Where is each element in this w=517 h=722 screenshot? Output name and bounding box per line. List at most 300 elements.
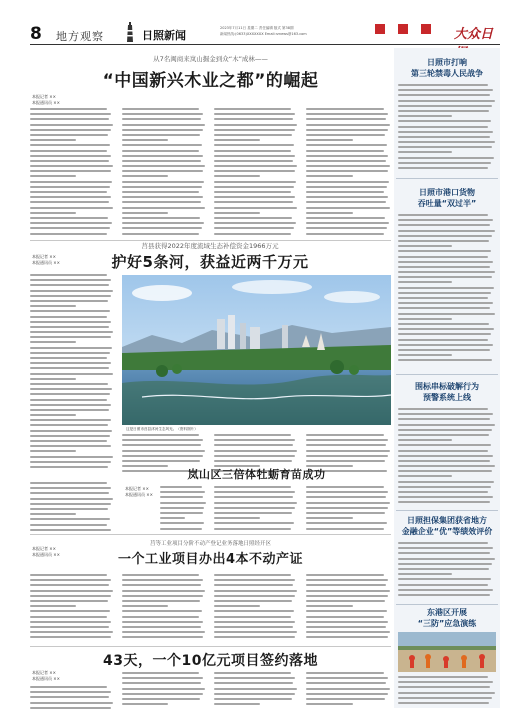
body-text-line [306,693,388,695]
body-text-line [398,424,495,426]
body-text-line [398,276,492,278]
body-text-line [160,528,202,530]
news-sidebar [394,48,500,710]
body-text-line [30,445,111,447]
body-text-line [306,491,388,493]
body-text-line [306,636,388,638]
body-text-line [30,352,110,354]
sidebar-divider [396,510,498,511]
body-text-line [30,290,113,292]
body-text-line [398,271,495,273]
body-text-line [398,141,495,143]
body-text-line [160,496,203,498]
body-text-line [122,170,203,172]
body-text-line [30,300,108,302]
body-text-line [398,240,489,242]
date-line: 2023年7月11日 星期二 责任编辑 版式 第38期 [220,26,294,30]
body-text-line [398,328,494,330]
body-text-line [122,175,168,177]
body-text-line [306,507,388,509]
article-body-column [30,574,114,644]
body-text-line [398,547,493,549]
body-text-line [398,333,491,335]
body-text-line [214,139,260,141]
body-text-line [398,465,495,467]
body-text-line [398,434,489,436]
body-text-line [398,105,492,107]
body-text-line [398,584,488,586]
body-text-line [30,529,111,531]
article-body-column [214,574,298,644]
body-text-line [306,584,386,586]
body-text-line [306,113,388,115]
body-text-line [122,677,203,679]
body-text-line [214,217,292,219]
body-text-line [214,160,293,162]
sidebar-body [398,676,496,706]
sidebar-divider [396,178,498,179]
body-text-line [30,492,109,494]
body-text-line [122,113,203,115]
body-text-line [214,688,297,690]
body-text-line [398,89,493,91]
body-text-line [398,339,488,341]
body-text-line [306,144,387,146]
article-body-column [306,672,391,710]
page-number: 8 [30,24,42,44]
body-text-line [214,170,295,172]
body-text-line [30,691,111,693]
body-text-line [398,589,493,591]
body-text-line [214,201,293,203]
body-text-line [122,186,202,188]
body-text-line [30,378,76,380]
qr-logo-icon [398,24,408,34]
body-text-line [214,574,291,576]
body-text-line [122,165,205,167]
body-text-line [214,605,260,607]
body-text-line [306,155,388,157]
body-text-line [306,186,387,188]
body-text-line [398,481,494,483]
body-text-line [122,605,168,607]
body-text-line [306,703,353,705]
body-text-line [30,336,111,338]
contact-line: 新闻热线:(0633)XXXXXXX Email:rznews@163.com [220,32,307,36]
article-body-column [122,574,206,644]
body-text-line [122,600,200,602]
qr-logo-icon [375,24,385,34]
section-divider [30,534,391,535]
body-text-line [214,698,292,700]
body-text-line [398,146,492,148]
body-text-line [122,434,199,436]
body-text-line [306,512,385,514]
body-text-line [30,181,112,183]
body-text-line [122,579,203,581]
body-text-line [398,450,488,452]
body-text-line [214,616,291,618]
body-text-line [398,245,452,247]
body-text-line [30,686,107,688]
body-text-line [122,682,201,684]
body-text-line [306,134,385,136]
body-text-line [122,160,201,162]
body-text-line [30,150,107,152]
lighthouse-icon [126,22,134,42]
sidebar-headline: 围标串标破解行为 预警系统上线 [415,382,479,402]
body-text-line [398,136,490,138]
body-text-line [214,155,295,157]
article-byline: 本报记者 ×× 本报通讯员 ×× [32,546,60,557]
body-text-line [30,373,113,375]
body-text-line [30,409,109,411]
sidebar-headline: 日照市打响 第三轮禁毒人民战争 [411,58,483,78]
body-text-line [214,450,297,452]
body-text-line [306,626,386,628]
body-text-line [398,344,493,346]
body-text-line [398,266,490,268]
body-text-line [398,162,491,164]
body-text-line [306,496,386,498]
section-divider [30,646,391,647]
body-text-line [122,631,205,633]
body-text-line [122,222,204,224]
body-text-line [306,170,388,172]
body-text-line [30,600,108,602]
body-text-line [30,186,110,188]
body-text-line [122,590,205,592]
body-text-line [214,175,260,177]
body-text-line [214,595,295,597]
body-text-line [306,698,385,700]
body-text-line [122,129,203,131]
body-text-line [306,181,389,183]
body-text-line [30,636,111,638]
body-text-line [398,418,490,420]
body-text-line [30,362,111,364]
body-text-line [122,584,201,586]
body-text-line [214,222,296,224]
body-text-line [214,693,295,695]
body-text-line [398,110,489,112]
body-text-line [30,518,110,520]
article-body-column [214,672,298,710]
body-text-line [30,217,108,219]
body-text-line [122,233,199,235]
body-text-line [30,450,76,452]
body-text-line [306,672,384,674]
body-text-line [398,167,488,169]
body-text-line [306,108,384,110]
body-text-line [306,595,388,597]
body-text-line [30,326,109,328]
body-text-line [306,590,390,592]
body-text-line [30,233,107,235]
body-text-line [398,486,491,488]
body-text-line [306,196,388,198]
body-text-line [30,383,108,385]
body-text-line [30,440,107,442]
sidebar-body [398,214,496,369]
body-text-line [398,475,452,477]
body-text-line [30,456,113,458]
body-text-line [122,672,199,674]
body-text-line [398,470,492,472]
article-kicker: 从7名闽商来岚山掘金到众“木”成林—— [153,55,268,63]
photo-caption: 这是日照市莒县沭河生态风光。（资料图片） [126,427,198,431]
article-body-column [214,108,298,238]
article-headline: 护好5条河，获益近两千万元 [111,253,309,271]
body-text-line [122,155,203,157]
body-text-line [398,287,494,289]
body-text-line [306,455,388,457]
body-text-line [214,672,291,674]
body-text-line [30,610,110,612]
masthead-divider [30,44,500,45]
body-text-line [30,279,111,281]
body-text-line [122,191,199,193]
body-text-line [30,579,111,581]
body-text-line [214,682,293,684]
body-text-line [30,584,109,586]
body-text-line [214,124,297,126]
body-text-line [398,429,492,431]
body-text-line [122,201,201,203]
body-text-line [122,703,168,705]
body-text-line [30,207,113,209]
drill-photo [398,632,496,672]
body-text-line [306,233,384,235]
body-text-line [214,496,293,498]
body-text-line [30,170,111,172]
body-text-line [398,501,490,503]
body-text-line [214,212,260,214]
body-text-line [30,357,107,359]
body-text-line [30,590,113,592]
body-text-line [398,235,492,237]
body-text-line [214,636,295,638]
body-text-line [30,227,110,229]
body-text-line [398,491,488,493]
body-text-line [30,196,111,198]
body-text-line [214,181,296,183]
body-text-line [214,444,293,446]
body-text-line [30,461,111,463]
body-text-line [398,578,491,580]
body-text-line [30,595,111,597]
body-text-line [398,120,491,122]
article-body-column [122,108,206,238]
body-text-line [30,129,111,131]
body-text-line [214,434,291,436]
body-text-line [398,408,488,410]
body-text-line [214,579,295,581]
body-text-line [214,486,291,488]
qr-logo-icon [421,24,431,34]
body-text-line [398,224,490,226]
body-text-line [122,610,202,612]
body-text-line [214,522,294,524]
article-body-column [30,274,114,474]
body-text-line [398,558,495,560]
body-text-line [30,295,111,297]
article-body-column [214,486,298,532]
body-text-line [30,414,76,416]
body-text-line [306,434,384,436]
sidebar-body [398,408,496,508]
body-text-line [214,165,297,167]
body-text-line [30,118,109,120]
body-text-line [160,522,204,524]
body-text-line [398,261,493,263]
body-text-line [398,230,495,232]
body-text-line [214,507,295,509]
body-text-line [398,318,452,320]
body-text-line [30,605,76,607]
body-text-line [306,677,388,679]
body-text-line [122,196,203,198]
body-text-line [122,616,199,618]
body-text-line [398,250,491,252]
body-text-line [306,460,385,462]
body-text-line [214,626,293,628]
body-text-line [30,191,107,193]
body-text-line [30,175,76,177]
body-text-line [214,631,297,633]
body-text-line [30,331,113,333]
body-text-line [398,439,452,441]
body-text-line [306,616,384,618]
article-byline: 本报记者 ×× 本报通讯员 ×× [32,94,60,105]
sidebar-divider [396,604,498,605]
body-text-line [30,466,108,468]
body-text-line [214,621,295,623]
body-text-line [122,139,168,141]
body-text-line [306,201,386,203]
article-headline: “中国新兴木业之都”的崛起 [102,71,319,91]
body-text-line [30,222,112,224]
body-text-line [30,430,112,432]
article-kicker: 莒县获得2022年度流域生态补偿资金1966万元 [141,242,279,250]
body-text-line [306,227,387,229]
body-text-line [214,584,293,586]
body-text-line [306,621,388,623]
body-text-line [398,573,452,575]
body-text-line [30,316,107,318]
body-text-line [30,399,107,401]
article-headline: 一个工业项目办出4本不动产证 [117,552,304,567]
body-text-line [122,217,200,219]
body-text-line [306,610,387,612]
article-byline: 本报记者 ×× 本报通讯员 ×× [32,670,60,681]
body-text-line [30,508,108,510]
body-text-line [398,151,452,153]
body-text-line [214,233,291,235]
body-text-line [122,595,203,597]
body-text-line [122,444,201,446]
body-text-line [214,113,295,115]
body-text-line [30,393,110,395]
body-text-line [122,227,202,229]
body-text-line [160,507,204,509]
body-text-line [122,124,205,126]
body-text-line [122,455,203,457]
body-text-line [214,502,297,504]
sidebar-headline: 东港区开展 “三防”应急演练 [417,608,477,628]
body-text-line [214,703,260,705]
body-text-line [398,702,489,704]
body-text-line [306,502,390,504]
body-text-line [306,688,390,690]
article-body-column [306,574,391,644]
body-text-line [306,139,353,141]
body-text-line [398,455,493,457]
body-text-line [398,115,452,117]
body-text-line [398,307,490,309]
body-text-line [398,542,488,544]
body-text-line [398,594,490,596]
body-text-line [306,522,387,524]
body-text-line [122,150,199,152]
article-body-column [30,686,114,710]
body-text-line [306,528,384,530]
body-text-line [30,310,110,312]
body-text-line [30,626,109,628]
body-text-line [214,144,294,146]
body-text-line [122,621,203,623]
sidebar-body [398,542,496,602]
article-headline: 43天，一个10亿元项目签约落地 [103,653,318,669]
article-body-column [306,486,391,532]
body-text-line [398,681,493,683]
body-text-line [398,214,488,216]
body-text-line [30,347,112,349]
body-text-line [122,108,199,110]
body-text-line [398,157,494,159]
body-text-line [214,150,291,152]
body-text-line [306,579,388,581]
body-text-line [30,155,111,157]
body-text-line [214,118,293,120]
body-text-line [30,165,113,167]
body-text-line [398,256,488,258]
body-text-line [30,503,111,505]
body-text-line [398,131,493,133]
body-text-line [30,696,109,698]
body-text-line [214,512,292,514]
body-text-line [214,600,292,602]
body-text-line [214,491,295,493]
body-text-line [306,517,353,519]
body-text-line [398,552,490,554]
body-text-line [30,424,108,426]
body-text-line [122,118,201,120]
body-text-line [398,126,488,128]
body-text-line [122,207,205,209]
body-text-line [30,124,113,126]
body-text-line [306,574,384,576]
body-text-line [306,682,386,684]
body-text-line [30,487,111,489]
body-text-line [122,212,168,214]
body-text-line [398,349,490,351]
body-text-line [122,688,205,690]
body-text-line [30,419,111,421]
body-text-line [398,413,493,415]
body-text-line [214,610,294,612]
body-text-line [122,460,200,462]
